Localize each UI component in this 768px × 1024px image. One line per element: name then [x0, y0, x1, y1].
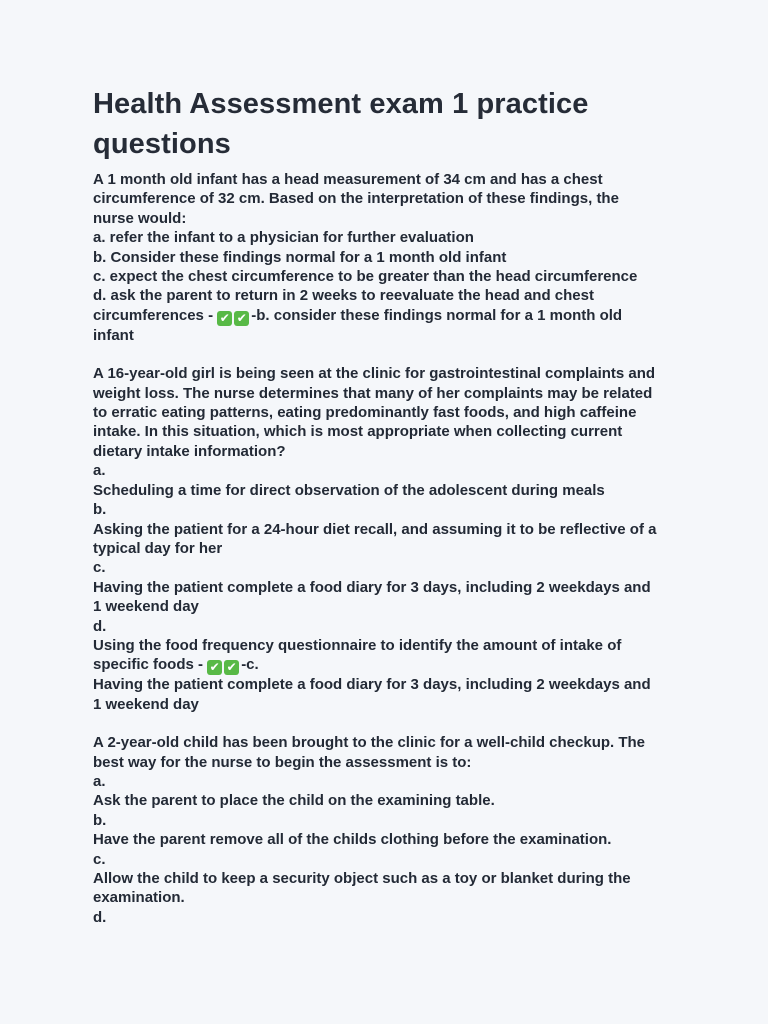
question-line: c. [93, 559, 106, 577]
question-line: dietary intake information? [93, 442, 286, 460]
question-line: a. [93, 462, 106, 480]
question-line: b. [93, 811, 107, 829]
answer-prefix: circumferences - [93, 306, 218, 324]
check-mark-icon: ✔ [217, 311, 232, 326]
question-line: a. [93, 772, 106, 790]
question-line: Have the parent remove all of the childs clothing before the examination. [93, 831, 612, 849]
question-block [93, 364, 676, 714]
check-mark-icon: ✔ [224, 660, 239, 675]
question-line: A 2-year-old child has been brought to the clinic for a well-child checkup. The [93, 734, 646, 752]
question-line: nurse would: [93, 209, 187, 227]
question-line: to erratic eating patterns, eating predominantly fast foods, and high caffeine [93, 404, 637, 422]
question-line: Scheduling a time for direct observation of the adolescent during meals [93, 481, 605, 499]
question-line: Using the food frequency questionnaire to identify the amount of intake of [93, 636, 622, 654]
answer-prefix: specific foods - [93, 656, 208, 674]
question-line: weight loss. The nurse determines that many of her complaints may be related [93, 384, 653, 402]
question-line: b. [93, 501, 107, 519]
question-line: c. [93, 850, 106, 868]
question-line: A 16-year-old girl is being seen at the clinic for gastrointestinal complaints and [93, 365, 656, 383]
document-title: Health Assessment exam 1 practice questions [93, 88, 589, 160]
question-line: circumference of 32 cm. Based on the interpretation of these findings, the [93, 190, 619, 208]
question-line: c. expect the chest circumference to be greater than the head circumference [93, 268, 638, 286]
question-line: best way for the nurse to begin the assessment is to: [93, 753, 472, 771]
answer-line: Having the patient complete a food diary for 3 days, including 2 weekdays and [93, 676, 651, 694]
answer-text: -b. consider these findings normal for a 1 month old [251, 306, 623, 324]
answer-line: infant [93, 326, 134, 344]
answer-line [93, 655, 676, 675]
answer-line [93, 306, 676, 326]
question-block [93, 733, 676, 927]
question-line: intake. In this situation, which is most appropriate when collecting current [93, 423, 623, 441]
check-mark-icon: ✔ [207, 660, 222, 675]
question-line: typical day for her [93, 539, 223, 557]
question-line: A 1 month old infant has a head measurement of 34 cm and has a chest [93, 171, 603, 188]
question-line: d. [93, 908, 107, 926]
question-list [93, 170, 676, 927]
answer-line: 1 weekend day [93, 695, 199, 713]
question-line: Asking the patient for a 24-hour diet recall, and assuming it to be reflective of a [93, 520, 657, 538]
answer-text: -c. [241, 656, 259, 674]
question-line: b. Consider these findings normal for a 1 month old infant [93, 248, 507, 266]
question-line: examination. [93, 889, 185, 907]
question-line: Allow the child to keep a security object such as a toy or blanket during the [93, 870, 631, 887]
question-line: a. refer the infant to a physician for further evaluation [93, 229, 474, 247]
question-line: 1 weekend day [93, 598, 199, 616]
check-mark-icon: ✔ [234, 311, 249, 326]
question-line: Ask the parent to place the child on the examining table. [93, 792, 495, 810]
question-line: d. [93, 617, 107, 635]
question-block [93, 170, 676, 345]
question-line: d. ask the parent to return in 2 weeks to reevaluate the head and chest [93, 287, 594, 305]
question-line: Having the patient complete a food diary for 3 days, including 2 weekdays and [93, 578, 651, 596]
